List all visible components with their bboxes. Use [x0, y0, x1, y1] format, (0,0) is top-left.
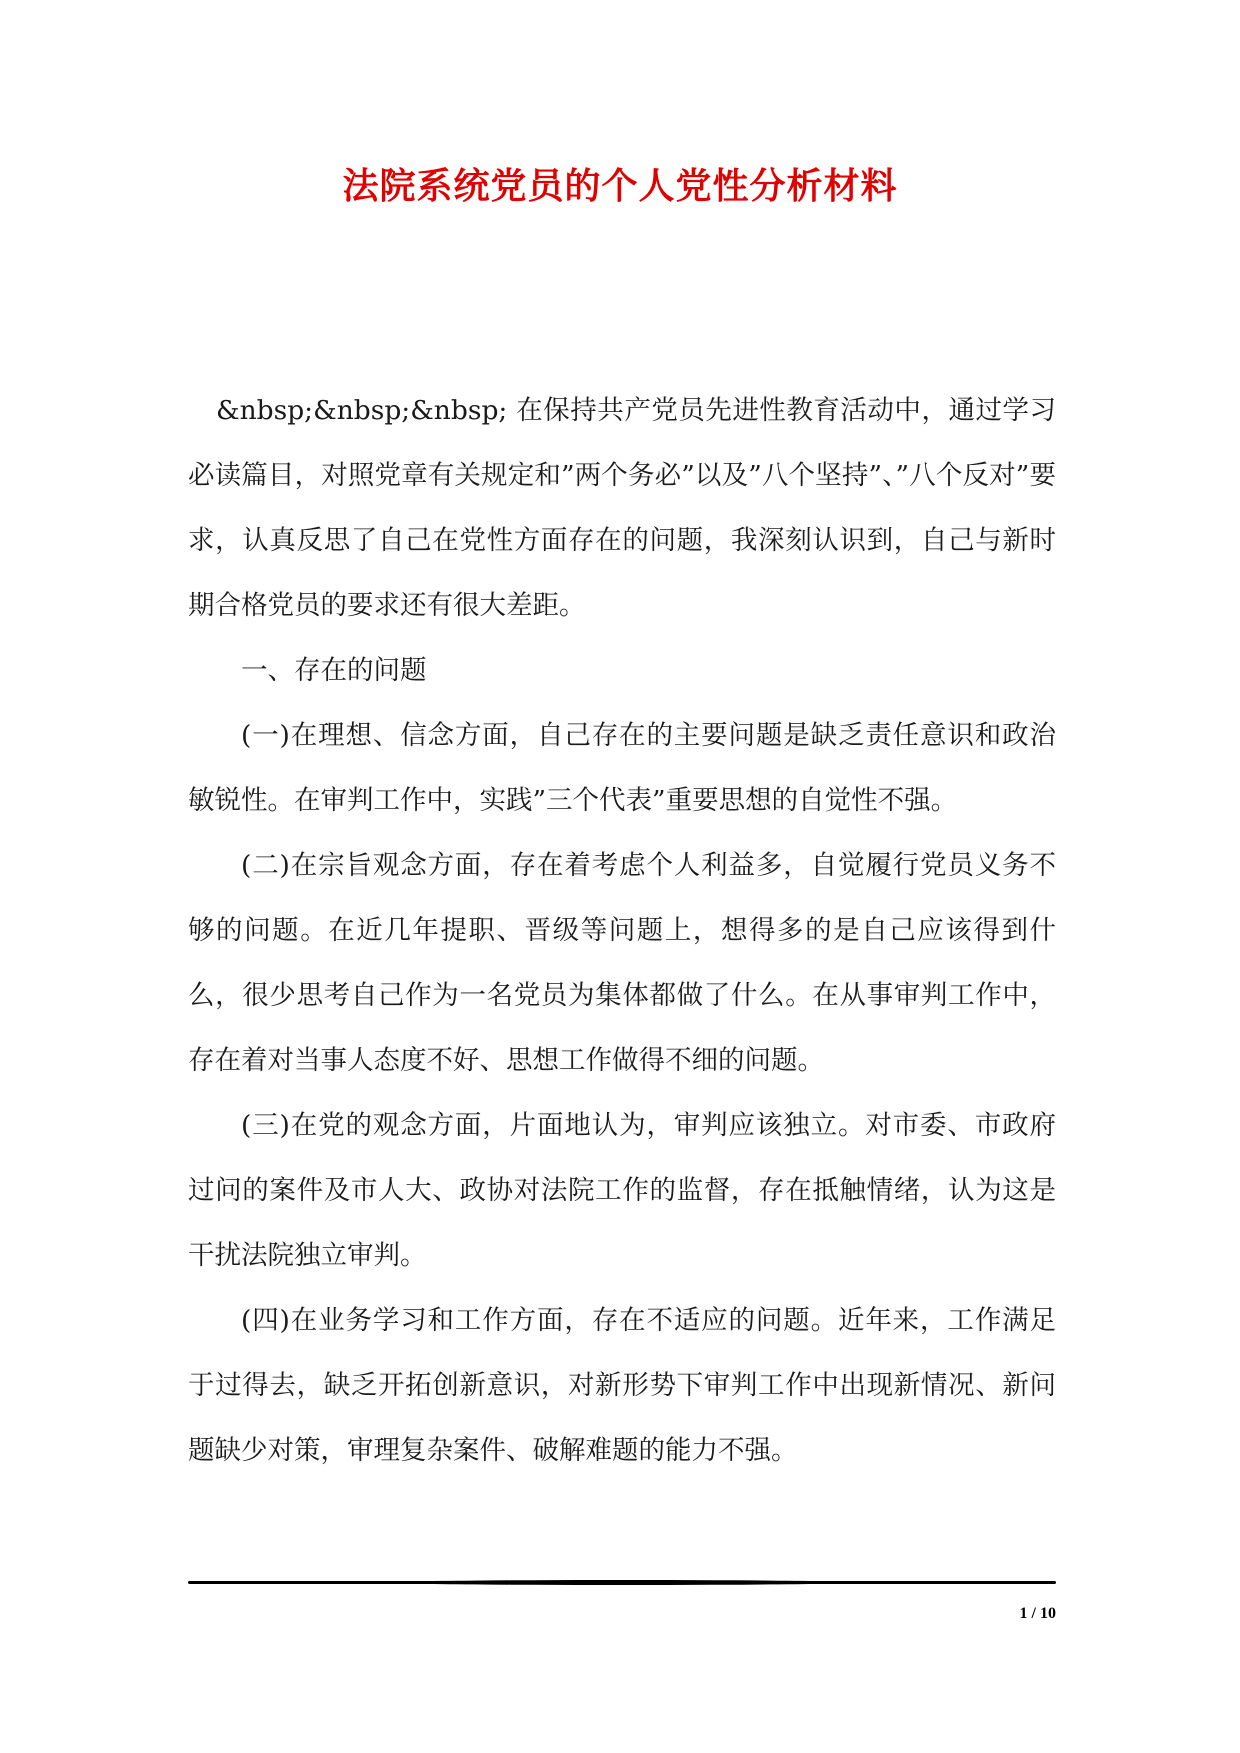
paragraph-item-4: (四)在业务学习和工作方面，存在不适应的问题。近年来，工作满足于过得去，缺乏开拓创新意识，对新形势下审判工作中出现新情况、新问题缺少对策，审理复杂案件、破解难题的能力不强。	[188, 1305, 1056, 1466]
page-number: 1 / 10	[1019, 1605, 1056, 1622]
footer-divider-accent	[388, 1580, 856, 1585]
paragraph-intro: &nbsp;&nbsp;&nbsp; 在保持共产党员先进性教育活动中，通过学习必读篇目，对照党章有关规定和”两个务必”以及”八个坚持”、”八个反对”要求，认真反思了自己在党性方面存在的问题，我深刻认识到，自己与新时期合格党员的要求还有很大差距。	[188, 395, 1056, 621]
paragraph-item-3: (三)在党的观念方面，片面地认为，审判应该独立。对市委、市政府过问的案件及市人大、政协对法院工作的监督，存在抵触情绪，认为这是干扰法院独立审判。	[188, 1110, 1056, 1271]
section-heading-problems: 一、存在的问题	[241, 655, 427, 686]
document-body	[188, 378, 1056, 1483]
document-title: 法院系统党员的个人党性分析材料	[342, 165, 898, 207]
paragraph-item-2: (二)在宗旨观念方面，存在着考虑个人利益多，自觉履行党员义务不够的问题。在近几年提职、晋级等问题上，想得多的是自己应该得到什么，很少思考自己作为一名党员为集体都做了什么。在从事审判工作中，存在着对当事人态度不好、思想工作做得不细的问题。	[188, 850, 1056, 1076]
paragraph-item-1: (一)在理想、信念方面，自己存在的主要问题是缺乏责任意识和政治敏锐性。在审判工作中，实践”三个代表”重要思想的自觉性不强。	[188, 720, 1056, 816]
